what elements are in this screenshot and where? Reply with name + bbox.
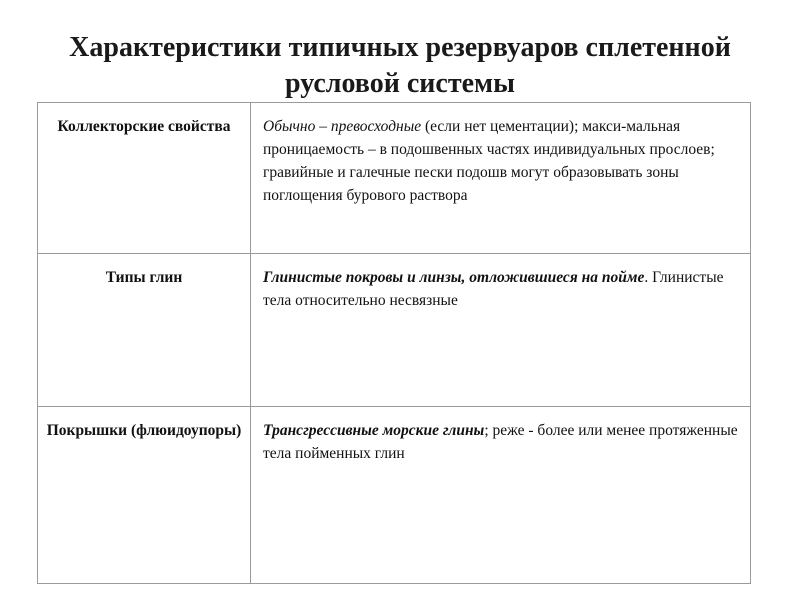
- body-text: . Глинистые тела относительно несвязные: [263, 269, 724, 309]
- table-row: [38, 254, 751, 407]
- reservoir-characteristics-table: [37, 102, 751, 584]
- body-text: ; реже - более или менее протяженные тела пойменных глин: [263, 422, 738, 462]
- row-label-seals: Покрышки (флюидоупоры): [38, 407, 251, 584]
- row-label-clay-types: Типы глин: [38, 254, 251, 407]
- title-line-1: Характеристики типичных резервуаров сплетенной: [69, 32, 731, 63]
- emphasis-text: Трансгрессивные морские глины: [263, 422, 485, 439]
- emphasis-text: Обычно – превосходные: [263, 118, 422, 135]
- page-title: [0, 30, 800, 102]
- row-label-reservoir-properties: Коллекторские свойства: [38, 103, 251, 254]
- emphasis-text: Глинистые покровы и линзы, отложившиеся на пойме: [263, 269, 645, 286]
- table-row: [38, 103, 751, 254]
- row-content-reservoir-properties: [251, 103, 751, 254]
- title-line-2: русловой системы: [285, 68, 515, 99]
- row-content-seals: [251, 407, 751, 584]
- table-row: [38, 407, 751, 584]
- body-text: (если нет цементации); макси-мальная проницаемость – в подошвенных частях индивидуальных прослоев; гравийные и галечные пески подошв могут образовывать зоны поглощения бурового раствора: [263, 118, 715, 204]
- row-content-clay-types: [251, 254, 751, 407]
